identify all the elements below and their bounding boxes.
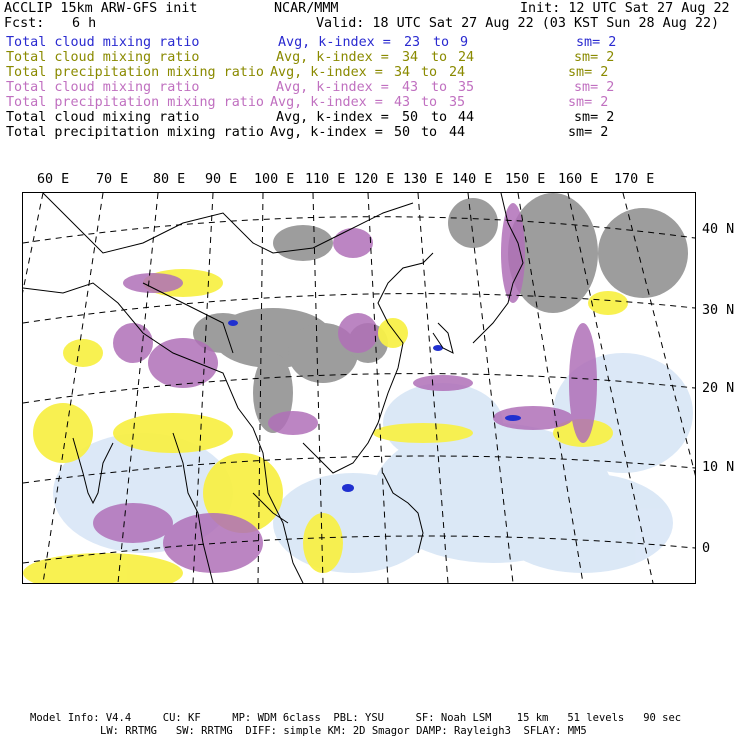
longitude-label: 150 E: [505, 172, 546, 187]
field-avg-label: Avg, k-index =: [278, 35, 391, 50]
field-k-to-word: to: [431, 80, 448, 95]
field-k-to: 35: [449, 95, 466, 110]
model-info-line1: Model Info: V4.4 CU: KF MP: WDM 6class PBL: YSU SF: Noah LSM 15 km 51 levels 90 sec: [30, 712, 682, 724]
field-k-to-word: to: [421, 65, 438, 80]
field-avg-label: Avg, k-index =: [270, 65, 383, 80]
field-k-to: 24: [449, 65, 466, 80]
field-k-to: 35: [458, 80, 475, 95]
valid-time: Valid: 18 UTC Sat 27 Aug 22 (03 KST Sun 28 Aug 22): [316, 16, 720, 31]
field-k-to-word: to: [431, 110, 448, 125]
organization: NCAR/MMM: [274, 1, 339, 16]
field-avg-label: Avg, k-index =: [276, 110, 389, 125]
field-k-from: 50: [394, 125, 411, 140]
field-k-from: 43: [402, 80, 419, 95]
field-k-from: 50: [402, 110, 419, 125]
forecast-hours: 6 h: [72, 16, 97, 31]
field-k-to-word: to: [421, 125, 438, 140]
longitude-label: 120 E: [354, 172, 395, 187]
latitude-label: 40 N: [702, 222, 735, 237]
field-k-to-word: to: [431, 50, 448, 65]
longitude-label: 110 E: [305, 172, 346, 187]
field-name: Total cloud mixing ratio: [6, 80, 200, 95]
field-k-to-word: to: [433, 35, 450, 50]
latitude-label: 0: [702, 541, 711, 556]
field-k-to: 44: [458, 110, 475, 125]
field-k-to: 9: [460, 35, 469, 50]
init-time: Init: 12 UTC Sat 27 Aug 22: [520, 1, 730, 16]
longitude-label: 170 E: [614, 172, 655, 187]
field-avg-label: Avg, k-index =: [276, 80, 389, 95]
field-name: Total cloud mixing ratio: [6, 110, 200, 125]
field-smoothing: sm= 2: [568, 95, 609, 110]
field-name: Total cloud mixing ratio: [6, 50, 200, 65]
field-smoothing: sm= 2: [576, 35, 617, 50]
field-k-from: 34: [394, 65, 411, 80]
map-canvas: [23, 193, 695, 583]
longitude-label: 70 E: [96, 172, 129, 187]
longitude-label: 90 E: [205, 172, 238, 187]
latitude-label: 30 N: [702, 303, 735, 318]
field-k-to-word: to: [421, 95, 438, 110]
longitude-label: 130 E: [403, 172, 444, 187]
longitude-label: 60 E: [37, 172, 70, 187]
latitude-label: 20 N: [702, 381, 735, 396]
field-name: Total precipitation mixing ratio: [6, 65, 264, 80]
forecast-label: Fcst:: [4, 16, 45, 31]
field-k-from: 43: [394, 95, 411, 110]
field-smoothing: sm= 2: [574, 80, 615, 95]
field-smoothing: sm= 2: [568, 125, 609, 140]
model-info-line2: LW: RRTMG SW: RRTMG DIFF: simple KM: 2D Smagor DAMP: Rayleigh3 SFLAY: MM5: [100, 725, 587, 737]
field-k-to: 44: [449, 125, 466, 140]
field-smoothing: sm= 2: [574, 50, 615, 65]
field-k-to: 24: [458, 50, 475, 65]
field-smoothing: sm= 2: [574, 110, 615, 125]
field-k-from: 34: [402, 50, 419, 65]
field-name: Total cloud mixing ratio: [6, 35, 200, 50]
field-name: Total precipitation mixing ratio: [6, 95, 264, 110]
field-avg-label: Avg, k-index =: [270, 95, 383, 110]
field-smoothing: sm= 2: [568, 65, 609, 80]
map-panel: [22, 192, 696, 584]
longitude-label: 140 E: [452, 172, 493, 187]
longitude-label: 160 E: [558, 172, 599, 187]
latitude-label: 10 N: [702, 460, 735, 475]
field-avg-label: Avg, k-index =: [270, 125, 383, 140]
field-name: Total precipitation mixing ratio: [6, 125, 264, 140]
field-avg-label: Avg, k-index =: [276, 50, 389, 65]
longitude-label: 80 E: [153, 172, 186, 187]
longitude-label: 100 E: [254, 172, 295, 187]
model-title: ACCLIP 15km ARW-GFS init: [4, 1, 198, 16]
field-k-from: 23: [404, 35, 421, 50]
